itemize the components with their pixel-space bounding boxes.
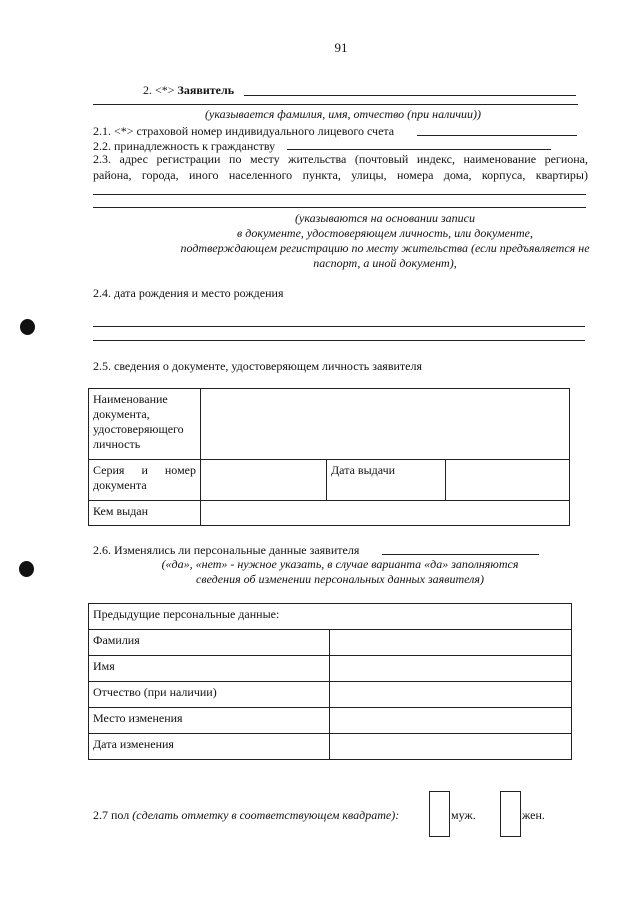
address-field-1[interactable] [93, 194, 586, 195]
applicant-name-field[interactable] [244, 95, 576, 96]
doc-name-label: Наименование документа, удостоверяющего личность [89, 389, 201, 460]
birth-field-1[interactable] [93, 326, 585, 327]
item-2-7-text: 2.7 пол [93, 808, 133, 822]
prev-row-label: Фамилия [89, 630, 330, 656]
prev-row-label: Отчество (при наличии) [89, 682, 330, 708]
series-number-label [89, 460, 201, 501]
punch-hole-top [20, 319, 35, 335]
doc-name-value[interactable] [201, 389, 570, 460]
series-number-value[interactable] [201, 460, 327, 501]
snils-field[interactable] [417, 135, 577, 136]
note-changes [120, 557, 560, 587]
note-changes-line-2: сведения об изменении персональных данных заявителя) [196, 572, 484, 586]
female-checkbox[interactable] [500, 791, 521, 837]
item-2-7-hint: (сделать отметку в соответствующем квадрате): [132, 808, 400, 822]
note-changes-line-1: («да», «нет» - нужное указать, в случае варианта «да» заполняются [161, 557, 519, 571]
item-2-4-label: 2.4. дата рождения и место рождения [93, 286, 284, 300]
section-2-title: Заявитель [177, 83, 235, 97]
issued-by-label: Кем выдан [89, 501, 201, 526]
item-2-3-line1: 2.3. адрес регистрации по месту жительства (почтовый индекс, наименование региона, [93, 152, 588, 166]
citizenship-field[interactable] [287, 149, 551, 150]
personal-data-changed-field[interactable] [382, 554, 539, 555]
note-address-line-1: (указываются на основании записи [295, 211, 475, 225]
note-address-line-2: в документе, удостоверяющем личность, или документе, [237, 226, 533, 240]
series-number-text: Серия и номер документа [93, 463, 196, 492]
address-field-2[interactable] [93, 207, 586, 208]
note-address-line-3: подтверждающем регистрацию по месту жительства (если предъявляется не [180, 241, 590, 255]
previous-data-header: Предыдущие персональные данные: [89, 604, 572, 630]
prev-row-value[interactable] [330, 630, 572, 656]
section-2-heading [143, 83, 234, 98]
page-number: 91 [334, 40, 348, 55]
prev-row-value[interactable] [330, 682, 572, 708]
issue-date-label: Дата выдачи [327, 460, 446, 501]
prev-row-value[interactable] [330, 734, 572, 760]
section-2-prefix: 2. <*> [143, 83, 178, 97]
item-2-1-label: 2.1. <*> страховой номер индивидуального лицевого счета [93, 124, 395, 138]
item-2-6-label: 2.6. Изменялись ли персональные данные заявителя [93, 543, 360, 557]
prev-row-label: Имя [89, 656, 330, 682]
male-checkbox[interactable] [429, 791, 450, 837]
issue-date-value[interactable] [446, 460, 570, 501]
item-2-7-label [93, 808, 399, 823]
female-label: жен. [522, 808, 545, 822]
issued-by-value[interactable] [201, 501, 570, 526]
note-address-line-4: паспорт, а иной документ), [313, 256, 457, 270]
item-2-3-line2: района, города, иного населенного пункта, улицы, номера дома, корпуса, квартиры) [93, 168, 588, 182]
identity-document-table [88, 388, 570, 526]
applicant-name-field-2[interactable] [93, 104, 578, 105]
note-address [90, 211, 620, 271]
previous-data-table [88, 603, 572, 760]
prev-row-label: Дата изменения [89, 734, 330, 760]
prev-row-value[interactable] [330, 708, 572, 734]
item-2-5-label: 2.5. сведения о документе, удостоверяющем личность заявителя [93, 359, 422, 373]
item-2-2-label: 2.2. принадлежность к гражданству [93, 139, 276, 153]
note-full-name: (указывается фамилия, имя, отчество (при наличии)) [205, 107, 482, 121]
birth-field-2[interactable] [93, 340, 585, 341]
male-label: муж. [451, 808, 476, 822]
prev-row-label: Место изменения [89, 708, 330, 734]
prev-row-value[interactable] [330, 656, 572, 682]
punch-hole-bottom [19, 561, 34, 577]
